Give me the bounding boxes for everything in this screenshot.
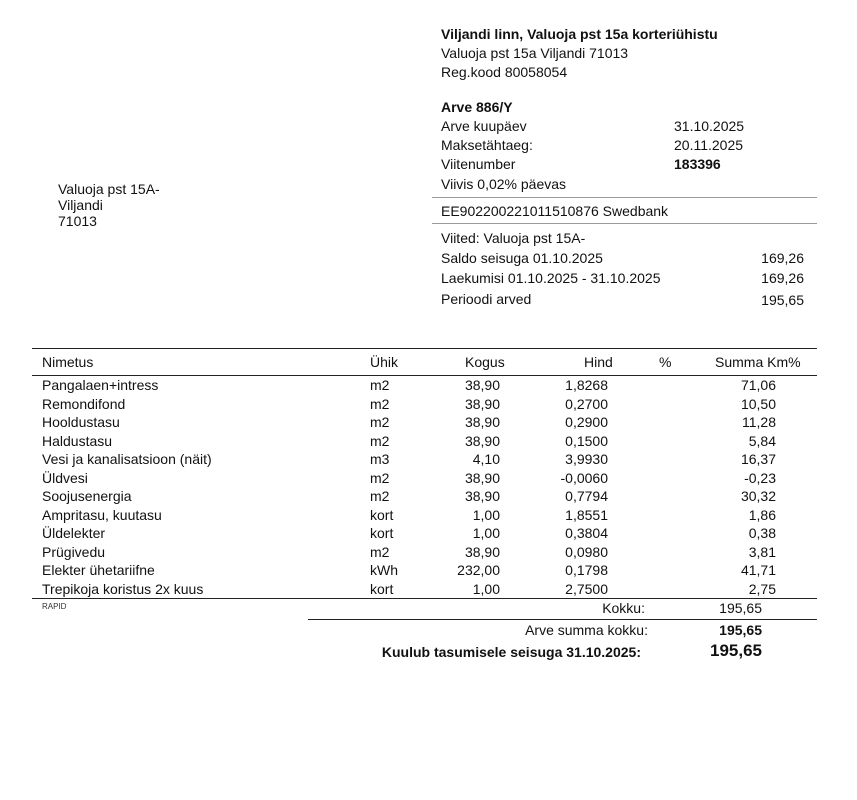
receipts-label: Laekumisi 01.10.2025 - 31.10.2025	[441, 270, 661, 286]
table-row	[0, 525, 857, 543]
invoice-title: Arve 886/Y	[441, 99, 513, 115]
row-qty: 38,90	[464, 414, 500, 430]
row-qty: 38,90	[464, 543, 500, 560]
table-top-rule	[32, 348, 817, 349]
row-sum: 2,75	[748, 580, 776, 597]
period-invoices-label: Perioodi arved	[441, 291, 532, 307]
reference-label: Viitenumber	[441, 156, 516, 172]
row-name: Vesi ja kanalisatsioon (näit)	[42, 451, 212, 467]
due-date-label: Maksetähtaeg:	[441, 137, 533, 153]
row-unit: m2	[370, 377, 390, 393]
company-address: Valuoja pst 15a Viljandi 71013	[441, 45, 629, 61]
row-price: 1,8551	[565, 506, 608, 523]
invoice-date-label: Arve kuupäev	[441, 118, 527, 134]
row-name: Elekter ühetariifne	[42, 562, 155, 578]
row-qty: 38,90	[464, 377, 500, 393]
bank-account: EE902200221011510876 Swedbank	[441, 203, 669, 219]
row-qty: 38,90	[464, 432, 500, 449]
row-qty: 1,00	[472, 525, 500, 541]
invoice-total-value: 195,65	[719, 622, 762, 638]
table-row	[0, 544, 857, 562]
balance-value: 169,26	[761, 250, 804, 266]
row-name: Prügivedu	[42, 543, 106, 560]
table-row	[0, 507, 857, 525]
row-price: 0,2700	[565, 395, 608, 412]
table-row	[0, 470, 857, 488]
row-qty: 1,00	[472, 506, 500, 523]
reference-number: 183396	[674, 156, 721, 172]
divider	[432, 197, 817, 198]
due-date-value: 20.11.2025	[674, 137, 744, 153]
invoice-date-value: 31.10.2025	[674, 118, 745, 134]
row-name: Pangalaen+intress	[42, 377, 159, 393]
row-name: Haldustasu	[42, 432, 113, 449]
row-sum: 10,50	[740, 395, 776, 412]
total-label: Kokku:	[602, 600, 645, 616]
row-unit: m2	[370, 432, 390, 449]
totals-rule	[308, 619, 817, 620]
row-price: 0,0980	[565, 543, 608, 560]
table-header-rule	[32, 375, 817, 376]
row-sum: 5,84	[748, 432, 776, 449]
company-regcode: Reg.kood 80058054	[441, 64, 568, 80]
col-header-name: Nimetus	[42, 354, 94, 370]
row-unit: kort	[370, 580, 394, 597]
amount-due-label: Kuulub tasumisele seisuga 31.10.2025:	[381, 644, 641, 660]
col-header-sum: Summa Km%	[715, 354, 801, 370]
table-row	[0, 414, 857, 432]
row-unit: kWh	[370, 562, 398, 578]
table-row	[0, 377, 857, 395]
invoice-total-label: Arve summa kokku:	[525, 622, 648, 638]
row-sum: 11,28	[742, 414, 776, 430]
period-invoices-value: 195,65	[761, 292, 804, 308]
row-sum: 16,37	[740, 451, 776, 467]
row-name: Ampritasu, kuutasu	[42, 506, 162, 523]
row-name: Üldvesi	[42, 469, 88, 486]
total-value: 195,65	[719, 600, 762, 616]
table-row	[0, 396, 857, 414]
table-row	[0, 451, 857, 469]
table-row	[0, 433, 857, 451]
company-name: Viljandi linn, Valuoja pst 15a korteriühistu	[441, 26, 718, 42]
table-row	[0, 488, 857, 506]
penalty-rate: Viivis 0,02% päevas	[441, 176, 567, 192]
row-unit: kort	[370, 506, 394, 523]
recipient-line-1: Valuoja pst 15A-	[58, 181, 160, 197]
receipts-value: 169,26	[761, 270, 804, 286]
row-unit: m2	[370, 395, 390, 412]
row-unit: kort	[370, 525, 394, 541]
row-unit: m3	[370, 451, 390, 467]
row-unit: m2	[370, 469, 390, 486]
row-name: Trepikoja koristus 2x kuus	[42, 580, 204, 597]
row-unit: m2	[370, 488, 390, 504]
row-sum: 30,32	[740, 488, 776, 504]
recipient-line-2: Viljandi	[58, 197, 103, 213]
row-price: 2,7500	[565, 580, 608, 597]
col-header-percent: %	[659, 354, 672, 370]
table-row	[0, 562, 857, 580]
row-sum: 3,81	[748, 543, 776, 560]
row-qty: 38,90	[464, 488, 500, 504]
row-qty: 38,90	[464, 469, 500, 486]
row-sum: 1,86	[748, 506, 776, 523]
row-price: 0,2900	[565, 414, 608, 430]
row-name: Üldelekter	[42, 525, 106, 541]
col-header-unit: Ühik	[370, 354, 399, 370]
divider	[432, 223, 817, 224]
references: Viited: Valuoja pst 15A-	[441, 230, 586, 246]
row-price: -0,0060	[560, 469, 608, 486]
recipient-line-3: 71013	[58, 213, 97, 229]
row-unit: m2	[370, 414, 390, 430]
table-bottom-rule	[32, 598, 817, 599]
row-price: 0,1500	[565, 432, 608, 449]
row-price: 3,9930	[565, 451, 608, 467]
row-sum: 0,38	[748, 525, 776, 541]
row-price: 0,7794	[565, 488, 608, 504]
row-name: Soojusenergia	[42, 488, 132, 504]
row-qty: 4,10	[472, 451, 500, 467]
row-unit: m2	[370, 543, 390, 560]
row-price: 1,8268	[565, 377, 608, 393]
software-mark: RAPID	[42, 602, 67, 611]
row-price: 0,3804	[565, 525, 608, 541]
row-name: Hooldustasu	[42, 414, 120, 430]
row-qty: 1,00	[472, 580, 500, 597]
table-row	[0, 581, 857, 599]
row-name: Remondifond	[42, 395, 126, 412]
row-price: 0,1798	[565, 562, 608, 578]
row-sum: -0,23	[744, 469, 776, 486]
row-qty: 38,90	[464, 395, 500, 412]
row-sum: 71,06	[740, 377, 776, 393]
row-qty: 232,00	[457, 562, 500, 578]
balance-label: Saldo seisuga 01.10.2025	[441, 250, 603, 266]
row-sum: 41,71	[740, 562, 776, 578]
col-header-qty: Kogus	[465, 354, 505, 370]
col-header-price: Hind	[584, 354, 613, 370]
amount-due-value: 195,65	[710, 641, 762, 660]
